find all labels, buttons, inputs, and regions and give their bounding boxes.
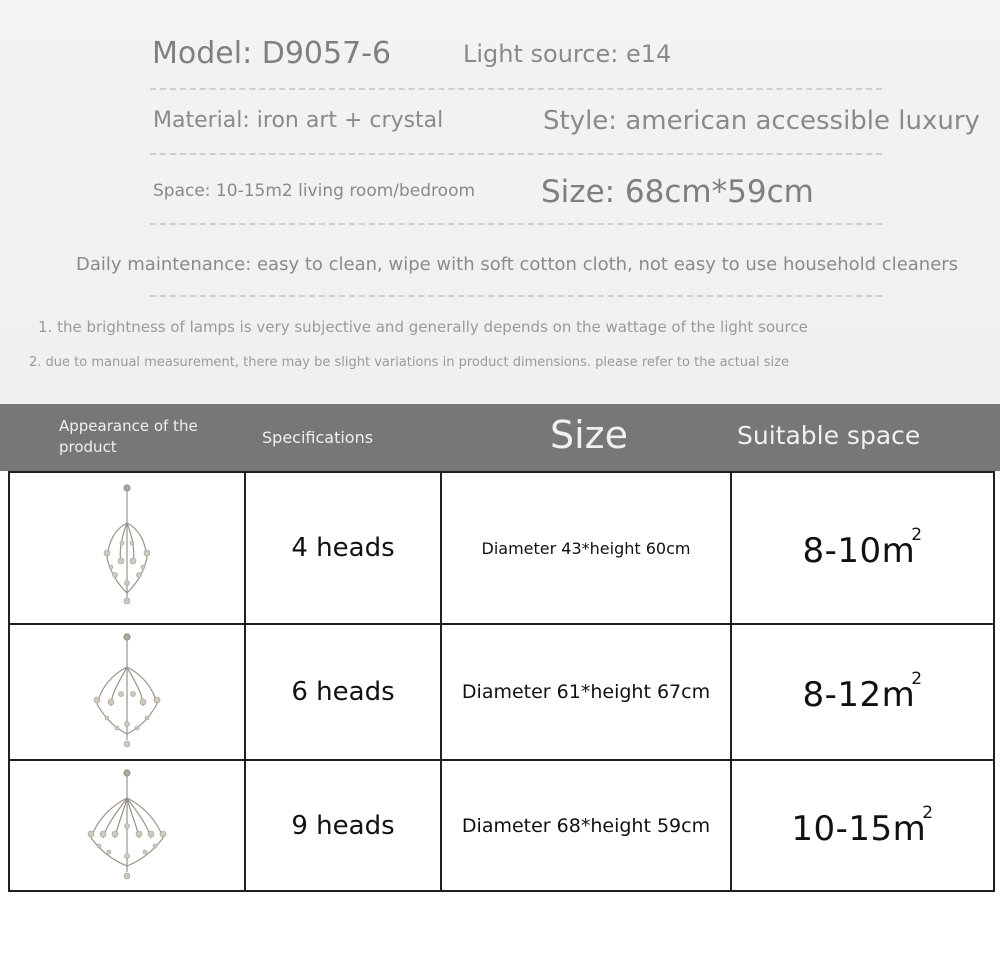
spec-cell: 4 heads bbox=[245, 472, 441, 624]
header-appearance: Appearance of the product bbox=[59, 417, 198, 456]
chandelier-9-heads-image bbox=[83, 768, 171, 883]
size-label: Size: 68cm*59cm bbox=[541, 174, 814, 210]
suitable-space-value: $8-12m^2$ bbox=[802, 669, 923, 715]
spec-cell: 9 heads bbox=[245, 760, 441, 891]
note-2: 2. due to manual measurement, there may be slight variations in product dimensions. please refer to the actual size bbox=[29, 355, 789, 370]
header-size: Size bbox=[550, 413, 629, 457]
table-header-band bbox=[0, 404, 1000, 471]
header-specifications: Specifications bbox=[262, 428, 374, 447]
note-1: 1. the brightness of lamps is very subjective and generally depends on the wattage of the light source bbox=[38, 318, 808, 336]
suitable-space-cell bbox=[731, 624, 994, 760]
maintenance-label: Daily maintenance: easy to clean, wipe with soft cotton cloth, not easy to use household cleaners bbox=[76, 254, 959, 275]
product-image-cell bbox=[9, 624, 245, 760]
dashed-divider bbox=[150, 223, 882, 225]
chandelier-4-heads-image bbox=[87, 483, 167, 613]
header-suitable-space: Suitable space bbox=[737, 421, 921, 450]
dimensions-cell: Diameter 61*height 67cm bbox=[441, 624, 731, 760]
space-label: Space: 10-15m2 living room/bedroom bbox=[153, 181, 476, 201]
material-label: Material: iron art + crystal bbox=[153, 108, 444, 133]
product-image-cell bbox=[9, 472, 245, 624]
table-row bbox=[9, 760, 994, 891]
model-label: Model: D9057-6 bbox=[152, 36, 392, 71]
product-table bbox=[8, 471, 995, 892]
product-image-cell bbox=[9, 760, 245, 891]
dimensions-cell: Diameter 68*height 59cm bbox=[441, 760, 731, 891]
suitable-space-cell bbox=[731, 472, 994, 624]
table-row bbox=[9, 624, 994, 760]
dimensions-cell: Diameter 43*height 60cm bbox=[441, 472, 731, 624]
spec-section bbox=[0, 0, 1000, 404]
style-label: Style: american accessible luxury bbox=[543, 106, 980, 136]
suitable-space-cell bbox=[731, 760, 994, 891]
suitable-space-value: $8-10m^2$ bbox=[802, 525, 923, 571]
spec-cell: 6 heads bbox=[245, 624, 441, 760]
table-row bbox=[9, 472, 994, 624]
light-source-label: Light source: e14 bbox=[463, 40, 672, 68]
dashed-divider bbox=[150, 295, 882, 297]
dashed-divider bbox=[150, 88, 882, 90]
chandelier-6-heads-image bbox=[85, 632, 169, 752]
dashed-divider bbox=[150, 153, 882, 155]
suitable-space-value: $10-15m^2$ bbox=[791, 802, 934, 849]
